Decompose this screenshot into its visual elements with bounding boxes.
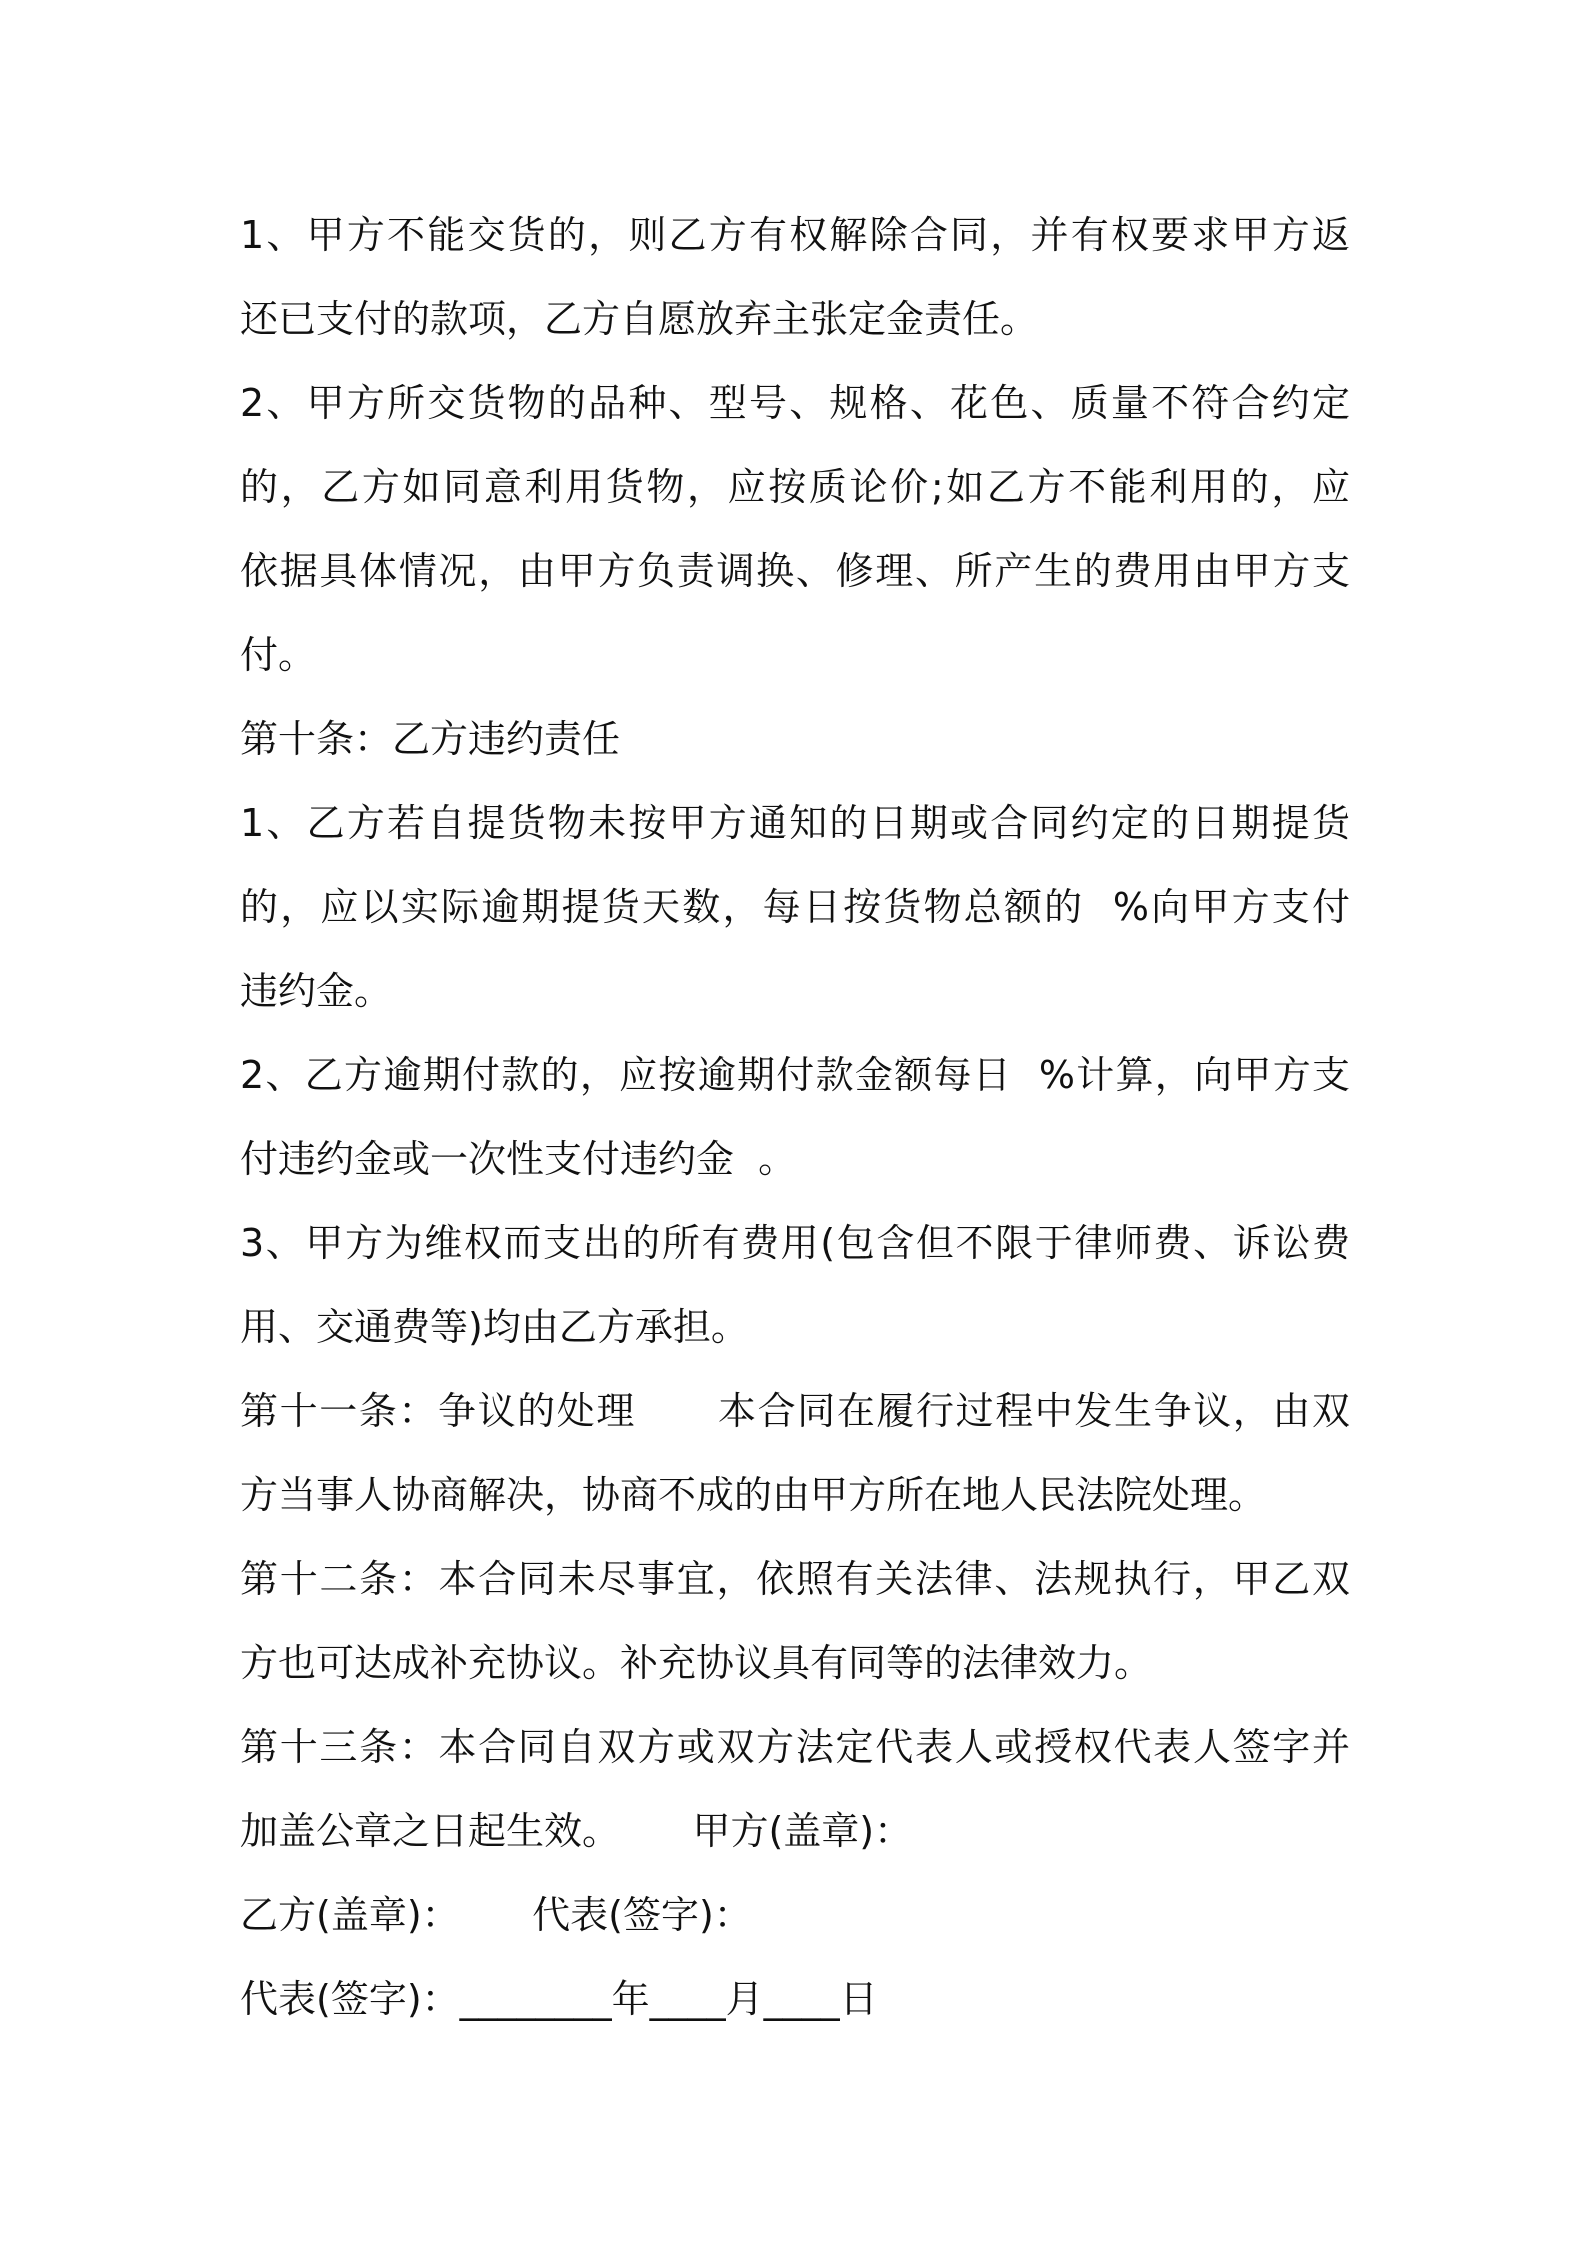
text-line: 付违约金或一次性支付违约金 。: [240, 1137, 797, 1181]
text-line: 违约金。: [240, 969, 393, 1013]
text-line: 付。: [240, 633, 317, 677]
text-line: 第十三条：本合同自双方或双方法定代表人或授权代表人签字并: [240, 1725, 1350, 1769]
text-line: 的，应以实际逾期提货天数，每日按货物总额的 %向甲方支付: [240, 885, 1350, 929]
signature-line: 乙方(盖章)： 代表(签字)：: [240, 1893, 752, 1937]
text-line: 2、甲方所交货物的品种、型号、规格、花色、质量不符合约定: [240, 381, 1350, 425]
text-line: 第十一条：争议的处理 本合同在履行过程中发生争议，由双: [240, 1389, 1350, 1433]
text-line: 3、甲方为维权而支出的所有费用(包含但不限于律师费、诉讼费: [240, 1221, 1350, 1265]
text-line: 方也可达成补充协议。补充协议具有同等的法律效力。: [240, 1641, 1153, 1685]
text-line: 1、乙方若自提货物未按甲方通知的日期或合同约定的日期提货: [240, 801, 1350, 845]
text-line: 依据具体情况，由甲方负责调换、修理、所产生的费用由甲方支: [240, 549, 1350, 593]
text-line: 第十二条：本合同未尽事宜，依照有关法律、法规执行，甲乙双: [240, 1557, 1350, 1601]
signature-line: 加盖公章之日起生效。 甲方(盖章)：: [240, 1809, 913, 1853]
text-line: 1、甲方不能交货的，则乙方有权解除合同，并有权要求甲方返: [240, 213, 1350, 257]
date-signature-line: 代表(签字)：________年____月____日: [240, 1977, 878, 2021]
text-line: 2、乙方逾期付款的，应按逾期付款金额每日 %计算，向甲方支: [240, 1053, 1350, 1097]
text-line: 方当事人协商解决，协商不成的由甲方所在地人民法院处理。: [240, 1473, 1267, 1517]
text-line: 的，乙方如同意利用货物，应按质论价;如乙方不能利用的，应: [240, 465, 1350, 509]
section-heading: 第十条：乙方违约责任: [240, 717, 621, 761]
text-line: 还已支付的款项，乙方自愿放弃主张定金责任。: [240, 297, 1039, 341]
text-line: 用、交通费等)均由乙方承担。: [240, 1305, 749, 1349]
contract-body: [240, 193, 1350, 2041]
